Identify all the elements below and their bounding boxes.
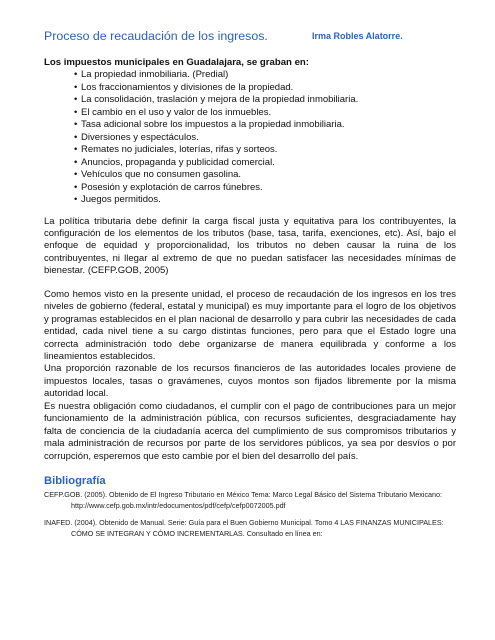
list-item: [74, 182, 456, 195]
list-item: [74, 119, 456, 132]
spacer: [44, 278, 456, 289]
paragraph-tax-policy: La política tributaria debe definir la carga fiscal justa y equitativa para los contribuyentes, la configuración de los elementos de los tributos (base, tasa, tarifa, exenciones, etc). Así, bajo el enfoque de equidad y proporcionalidad, los tributos no deben causar la ruina de los contribuyentes, ni llegar al extremo de que no puedan satisfacer las necesidades mínimas de bienestar. (CEFP.GOB, 2005): [44, 215, 456, 277]
bullet-icon: •: [74, 106, 78, 118]
bullet-icon: •: [74, 181, 78, 193]
list-item-text: Posesión y explotación de carros fúnebres.: [81, 181, 263, 193]
paragraph-local-resources: Una proporción razonable de los recursos financieros de las autoridades locales proviene de impuestos locales, tasas o gravámenes, cuyos montos son fijados libremente por la misma autoridad local.: [44, 363, 456, 400]
author-name: Irma Robles Alatorre.: [312, 31, 403, 41]
list-item: [74, 144, 456, 157]
bibliography-entry: CEFP.GOB. (2005). Obtenido de El Ingreso Tributario en México Tema: Marco Legal Básico del Sistema Tributario Mexicano: http://www.cefp.gob.mx/intr/edocumentos/pdf/cefp/cefp0072005.pdf: [44, 490, 443, 511]
bullet-icon: •: [74, 169, 78, 180]
list-item-text: Juegos permitidos.: [81, 194, 161, 205]
list-item-text: Tasa adicional sobre los impuestos a la propiedad inmobiliaria.: [81, 119, 345, 130]
list-item: [74, 82, 456, 95]
list-item-text: Los fraccionamientos y divisiones de la propiedad.: [81, 81, 294, 93]
list-item-text: La consolidación, traslación y mejora de la propiedad inmobiliaria.: [81, 94, 359, 105]
list-item: [74, 107, 456, 120]
bullet-icon: •: [74, 119, 78, 130]
bullet-icon: •: [74, 144, 78, 155]
list-item-text: El cambio en el uso y valor de los inmuebles.: [81, 106, 272, 118]
bullet-icon: •: [74, 156, 78, 168]
list-item: [74, 94, 456, 107]
list-item: [74, 69, 456, 82]
list-item: [74, 132, 456, 145]
bullet-icon: •: [74, 69, 78, 80]
bullet-icon: •: [74, 81, 78, 93]
list-item: [74, 157, 456, 170]
list-item-text: Vehículos que no consumen gasolina.: [81, 169, 242, 180]
paragraph-citizen-obligation: Es nuestra obligación como ciudadanos, el cumplir con el pago de contribuciones para un mejor funcionamiento de la administración pública, con recursos suficientes, desgraciadamente hay falta de conciencia de la ciudadanía acerca del cumplimiento de sus compromisos tributarios y mala administración de recursos por parte de los servidores públicos, ya sea por desvíos o por corrupción, esperemos que esto cambie por el bien del desarrollo del país.: [44, 400, 456, 462]
bullet-icon: •: [74, 194, 78, 205]
bibliography-entry: INAFED. (2004). Obtenido de Manual. Serie: Guía para el Buen Gobierno Municipal. Tomo 4 LAS FINANZAS MUNICIPALES: CÓMO SE INTEGRAN Y CÓMO INCREMENTARLAS. Consultado en línea en:: [44, 518, 444, 539]
tax-list-intro: Los impuestos municipales en Guadalajara, se graban en:: [44, 57, 309, 68]
spacer: [44, 463, 456, 474]
document-body: [44, 56, 456, 539]
bullet-icon: •: [74, 131, 78, 143]
bullet-icon: •: [74, 94, 78, 105]
bibliography-heading: Bibliografía: [44, 475, 106, 488]
document-title: Proceso de recaudación de los ingresos.: [44, 29, 268, 43]
list-item-text: Remates no judiciales, loterías, rifas y sorteos.: [81, 144, 278, 155]
list-item: [74, 169, 456, 182]
list-item: [74, 194, 456, 207]
page-header: [44, 28, 464, 44]
paragraph-collection-process: Como hemos visto en la presente unidad, el proceso de recaudación de los ingresos en los tres niveles de gobierno (federal, estatal y municipal) es muy importante para el logro de los objetivos y programas establecidos en el plan nacional de desarrollo y para cubrir las necesidades de cada entidad, cada nivel tiene a su cargo distintas funciones, pero para que el Estado logre una correcta administración todo debe organizarse de manera equilibrada y conforme a los lineamientos establecidos.: [44, 288, 456, 363]
tax-list: [44, 69, 456, 207]
list-item-text: La propiedad inmobiliaria. (Predial): [81, 69, 229, 80]
spacer: [44, 207, 456, 216]
list-item-text: Anuncios, propaganda y publicidad comercial.: [81, 156, 275, 168]
list-item-text: Diversiones y espectáculos.: [81, 131, 199, 143]
